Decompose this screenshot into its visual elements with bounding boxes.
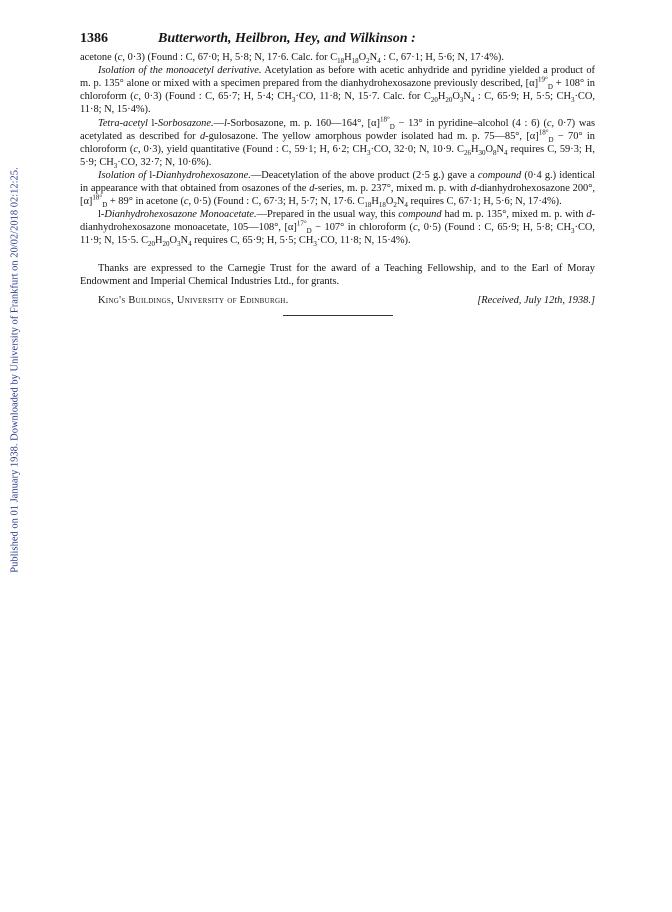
running-head: Butterworth, Heilbron, Hey, and Wilkinson : bbox=[158, 31, 416, 46]
paragraph-acetone-analysis: acetone (c, 0·3) (Found : C, 67·0; H, 5·8; N, 17·6. Calc. for $C_{18}H_{18}O_2N_4$ : C, 67·1; H, 5·6; N, 17·4%). bbox=[80, 52, 504, 66]
paragraph-monoacetate: l-Dianhydrohexosazone Monoacetate.—Prepared in the usual way, this compound had m. p. 135°, mixed m. p. with d-dianhydrohexosazone monoacetate, 105—108°, $[\alpha]^{17^\circ}_D - 107^\circ$ in chloroform (c, 0·5) (Found : C, 65·9; H, 5·8; $CH_3\cdot CO$, 11·9; N, 15·5. $C_{20}H_{20}O_3N_4$ requires C, 65·9; H, 5·5; $CH_3\cdot CO$, 11·8; N, 15·4%). bbox=[80, 209, 596, 249]
paragraph-tetra-acetyl-sorbosazone: Tetra-acetyl l-Sorbosazone.—l-Sorbosazone, m. p. 160—164°, $[\alpha]^{18^\circ}_D - 13^\circ$ in pyridine–alcohol (4 : 6) (c, 0·7) was acetylated as described for d-gulosazone. The yellow amorphous powder isolated had m. p. 75—85°, $[\alpha]^{18^\circ}_D - 70^\circ$ in chloroform (c, 0·3), yield quantitative (Found : C, 59·1; H, 6·2; $CH_3\cdot CO$, 32·0; N, 10·9. $C_{26}H_{30}O_8N_4$ requires C, 59·3; H, 5·9; $CH_3\cdot CO$, 32·7; N, 10·6%). bbox=[80, 115, 595, 170]
affiliation: King's Buildings, University of Edinburgh. bbox=[98, 294, 289, 306]
paragraph-isolation-dianhydrohexosazone: Isolation of l-Dianhydrohexosazone.—Deacetylation of the above product (2·5 g.) gave a compound (0·4 g.) identical in appearance with that obtained from osazones of the d-series, m. p. 237°, mixed m. p. with d-dianhydrohexosazone 200°, $[\alpha]^{18^\circ}_D + 89^\circ$ in acetone (c, 0·5) (Found : C, 67·3; H, 5·7; N, 17·6. $C_{18}H_{18}O_2N_4$ requires C, 67·1; H, 5·6; N, 17·4%). bbox=[80, 169, 595, 210]
section-title: Tetra-acetyl bbox=[98, 117, 148, 129]
section-title: Isolation of bbox=[98, 169, 147, 181]
page-header bbox=[80, 32, 595, 45]
received-date: [Received, July 12th, 1938.] bbox=[477, 294, 595, 306]
spacer bbox=[80, 248, 595, 262]
page-number: 1386 bbox=[80, 31, 108, 46]
publication-side-note bbox=[8, 155, 22, 585]
end-rule bbox=[283, 315, 393, 316]
article-page bbox=[80, 32, 595, 316]
section-title: -Dianhydrohexosazone Monoacetate. bbox=[100, 209, 257, 221]
article-footer bbox=[80, 294, 595, 307]
acknowledgement-paragraph: Thanks are expressed to the Carnegie Trust for the award of a Teaching Fellowship, and to the Earl of Moray Endowment and Imperial Chemical Industries Ltd., for grants. bbox=[80, 262, 595, 287]
side-note-text: Published on 01 January 1938. Downloaded by University of Frankfurt on 20/02/2018 02:12:25. bbox=[9, 167, 21, 573]
paragraph-monoacetyl-derivative: Isolation of the monoacetyl derivative. Acetylation as before with acetic anhydride and pyridine yielded a product of m. p. 135° alone or mixed with a specimen prepared from the dianhydrohexosazone previously described, $[\alpha]^{19^\circ}_D + 108^\circ$ in chloroform (c, 0·3) (Found : C, 65·7; H, 5·4; $CH_3\cdot CO$, 11·8; N, 15·7. Calc. for $C_{20}H_{20}O_3N_4$ : C, 65·9; H, 5·5; $CH_3\cdot CO$, 11·8; N, 15·4%). bbox=[80, 65, 595, 116]
section-title: Isolation of the monoacetyl derivative. bbox=[98, 65, 262, 77]
